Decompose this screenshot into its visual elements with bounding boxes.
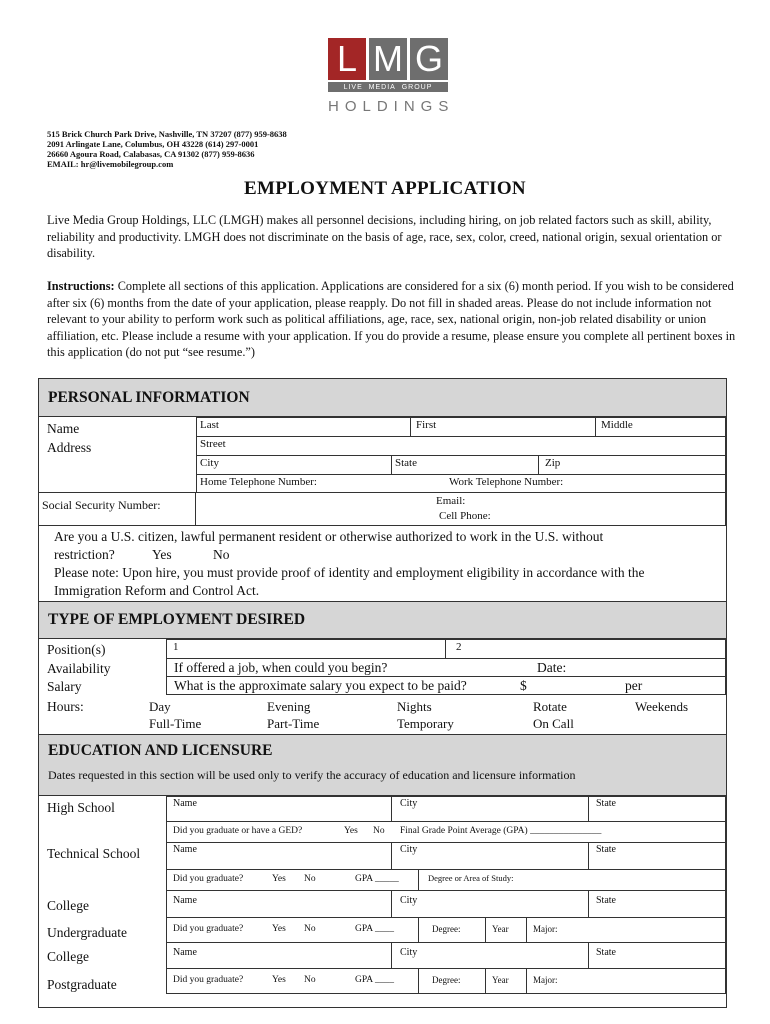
ug-no-option[interactable]: No [304, 924, 316, 934]
contact-cell [195, 492, 726, 526]
hs-city-label: City [400, 798, 418, 809]
ug-grad-question: Did you graduate? [173, 924, 244, 934]
logo-letter-m: M [369, 38, 407, 80]
pg-grad-question: Did you graduate? [173, 975, 244, 985]
hs-no-option[interactable]: No [373, 826, 385, 836]
page-title: EMPLOYMENT APPLICATION [244, 178, 526, 199]
fulltime-option[interactable]: Full-Time [149, 716, 202, 731]
citizen-yes-option[interactable]: Yes [152, 547, 172, 562]
ssn-field[interactable] [39, 492, 196, 526]
first-name-field[interactable] [410, 417, 596, 437]
pg-yes-option[interactable]: Yes [272, 975, 286, 985]
ug-gpa-field[interactable]: GPA ____ [355, 924, 394, 934]
pg-gpa-field[interactable]: GPA ____ [355, 975, 394, 985]
availability-field[interactable] [166, 658, 726, 677]
logo-letter-g: G [410, 38, 448, 80]
ug-year-field[interactable] [485, 917, 527, 943]
section-education-header [39, 734, 726, 796]
pg-no-option[interactable]: No [304, 975, 316, 985]
availability-question: If offered a job, when could you begin? [174, 660, 388, 675]
citizen-no-option[interactable]: No [213, 547, 230, 562]
hs-graduation-row [166, 821, 726, 843]
intro-paragraph: Live Media Group Holdings, LLC (LMGH) makes all personnel decisions, including hiring, on job related factors such as skill, ability, reliability and productivity. LMGH does not discriminate on the basis of age, race, sex, color, creed, national origin, sexual orientation or disability. [47, 213, 722, 260]
ug-state-label: State [596, 895, 616, 906]
section-education-title: EDUCATION AND LICENSURE [48, 742, 273, 759]
email-field[interactable]: Email: [436, 495, 466, 507]
citizen-question: Are you a U.S. citizen, lawful permanent resident or otherwise authorized to work in the U.S. without [54, 529, 604, 544]
middle-name-label: Middle [601, 419, 633, 431]
hs-state-label: State [596, 798, 616, 809]
city-field[interactable] [196, 455, 392, 475]
zip-field[interactable] [538, 455, 726, 475]
logo-strip [328, 82, 448, 92]
position-1-number: 1 [173, 641, 179, 653]
technical-school-label: Technical School [47, 846, 141, 861]
tech-degree-label: Degree or Area of Study: [428, 873, 514, 883]
tech-state-label: State [596, 844, 616, 855]
parttime-option[interactable]: Part-Time [267, 716, 320, 731]
home-phone-field[interactable]: Home Telephone Number: [200, 476, 317, 488]
hours-rotate-option[interactable]: Rotate [533, 699, 567, 714]
name-label: Name [47, 421, 80, 436]
hours-evening-option[interactable]: Evening [267, 699, 311, 714]
position-2-number: 2 [456, 641, 462, 653]
eligibility-note-line2: Immigration Reform and Control Act. [54, 583, 260, 598]
pg-city-field[interactable] [391, 942, 589, 969]
ug-year-label: Year [492, 924, 509, 934]
pg-city-label: City [400, 947, 418, 958]
ug-city-field[interactable] [391, 890, 589, 918]
temporary-option[interactable]: Temporary [397, 716, 454, 731]
section-personal-header [39, 379, 726, 417]
logo-strip-group: GROUP [401, 83, 433, 91]
pg-degree-label: Degree: [432, 975, 461, 985]
application-form [38, 378, 727, 1008]
instructions-label: Instructions: [47, 279, 115, 293]
hs-grad-question: Did you graduate or have a GED? [173, 826, 303, 836]
ug-city-label: City [400, 895, 418, 906]
education-note: Dates requested in this section will be used only to verify the accuracy of education and licensure information [48, 768, 576, 782]
company-addresses [47, 129, 287, 169]
company-email: EMAIL: hr@livemobilegroup.com [47, 159, 174, 169]
hs-name-field[interactable] [166, 796, 392, 822]
state-label: State [395, 457, 417, 469]
section-employment-header [39, 601, 726, 639]
restriction-text: restriction? [54, 547, 115, 562]
state-field[interactable] [391, 455, 539, 475]
address-calabasas: 26660 Agoura Road, Calabasas, CA 91302 (877) 959-8636 [47, 149, 255, 159]
hs-name-label: Name [173, 798, 197, 809]
work-phone-field[interactable]: Work Telephone Number: [449, 476, 564, 488]
street-label: Street [200, 438, 226, 450]
ssn-label: Social Security Number: [42, 498, 161, 512]
street-field[interactable] [196, 436, 726, 456]
phone-row [196, 474, 726, 493]
ug-degree-label: Degree: [432, 924, 461, 934]
eligibility-note-line1: Please note: Upon hire, you must provide proof of identity and employment eligibility in accordance with the [54, 565, 645, 580]
salary-label: Salary [47, 679, 82, 694]
salary-field[interactable] [166, 676, 726, 695]
zip-label: Zip [545, 457, 561, 469]
hs-city-field[interactable] [391, 796, 589, 822]
tech-no-option[interactable]: No [304, 874, 316, 884]
pg-name-label: Name [173, 947, 197, 958]
college-undergrad-label: College [47, 898, 89, 913]
pg-name-field[interactable] [166, 942, 392, 969]
pg-major-label: Major: [533, 975, 558, 985]
pg-state-field[interactable] [588, 942, 726, 969]
availability-date-label: Date: [537, 660, 567, 675]
postgraduate-label: Postgraduate [47, 977, 117, 992]
tech-name-field[interactable] [166, 842, 392, 870]
hs-gpa-field[interactable]: Final Grade Point Average (GPA) _______________ [400, 826, 602, 836]
salary-per-label: per [625, 678, 643, 693]
hours-nights-option[interactable]: Nights [397, 699, 432, 714]
address-columbus: 2091 Arlingate Lane, Columbus, OH 43228 (614) 297-0001 [47, 139, 259, 149]
high-school-label: High School [47, 800, 115, 815]
section-employment-title: TYPE OF EMPLOYMENT DESIRED [48, 611, 306, 628]
ug-state-field[interactable] [588, 890, 726, 918]
hs-state-field[interactable] [588, 796, 726, 822]
cell-phone-field[interactable]: Cell Phone: [439, 510, 491, 522]
ug-yes-option[interactable]: Yes [272, 924, 286, 934]
middle-name-field[interactable] [595, 417, 726, 437]
tech-city-label: City [400, 844, 418, 855]
ug-graduation-row [166, 917, 419, 943]
pg-major-field[interactable] [526, 968, 726, 994]
instructions-paragraph [47, 278, 737, 361]
logo-strip-media: MEDIA [368, 83, 396, 91]
tech-gpa-field[interactable]: GPA _____ [355, 874, 399, 884]
tech-graduation-row [166, 869, 419, 891]
hours-label: Hours: [47, 699, 84, 714]
first-name-label: First [416, 419, 437, 431]
section-personal-title: PERSONAL INFORMATION [48, 388, 250, 406]
logo-strip-live: LIVE [343, 83, 363, 91]
tech-degree-field[interactable] [418, 869, 726, 891]
hours-weekends-option[interactable]: Weekends [635, 699, 689, 714]
pg-state-label: State [596, 947, 616, 958]
ug-name-label: Name [173, 895, 197, 906]
tech-city-field[interactable] [391, 842, 589, 870]
last-name-field[interactable] [196, 417, 411, 437]
pg-graduation-row [166, 968, 419, 994]
oncall-option[interactable]: On Call [533, 716, 574, 731]
tech-yes-option[interactable]: Yes [272, 874, 286, 884]
tech-name-label: Name [173, 844, 197, 855]
company-logo [328, 38, 455, 115]
tech-state-field[interactable] [588, 842, 726, 870]
college-postgrad-label: College [47, 949, 89, 964]
salary-dollar-sign: $ [520, 678, 527, 693]
pg-year-label: Year [492, 975, 509, 985]
position-1-field[interactable] [166, 639, 446, 659]
hs-yes-option[interactable]: Yes [344, 826, 358, 836]
tech-grad-question: Did you graduate? [173, 874, 244, 884]
salary-question: What is the approximate salary you expect to be paid? [174, 678, 467, 693]
logo-holdings: HOLDINGS [328, 98, 455, 115]
position-2-field[interactable] [445, 639, 726, 659]
availability-label: Availability [47, 661, 111, 676]
last-name-label: Last [200, 419, 219, 431]
pg-year-field[interactable] [485, 968, 527, 994]
address-nashville: 515 Brick Church Park Drive, Nashville, TN 37207 (877) 959-8638 [47, 129, 287, 139]
pg-degree-field[interactable] [418, 968, 486, 994]
ug-name-field[interactable] [166, 890, 392, 918]
city-label: City [200, 457, 219, 469]
logo-letter-l: L [328, 38, 366, 80]
undergraduate-label: Undergraduate [47, 925, 127, 940]
ug-major-field[interactable] [526, 917, 726, 943]
hours-day-option[interactable]: Day [149, 699, 171, 714]
position-label: Position(s) [47, 642, 106, 657]
ug-degree-field[interactable] [418, 917, 486, 943]
address-label: Address [47, 440, 92, 455]
instructions-text: Complete all sections of this application. Applications are considered for a six (6) month period. If you wish to be considered after six (6) months from the date of your application, please reapply. Do not fill in shaded areas. Please do not include information not relevant to your ability to perform work such as political affiliations, age, race, sex, national origin, non-job related disability or union affiliation, etc. Please include a resume with your application. If you do provide a resume, please ensure you complete all pertinent boxes in this application (do not put “see resume.”) [47, 279, 736, 359]
ug-major-label: Major: [533, 924, 558, 934]
